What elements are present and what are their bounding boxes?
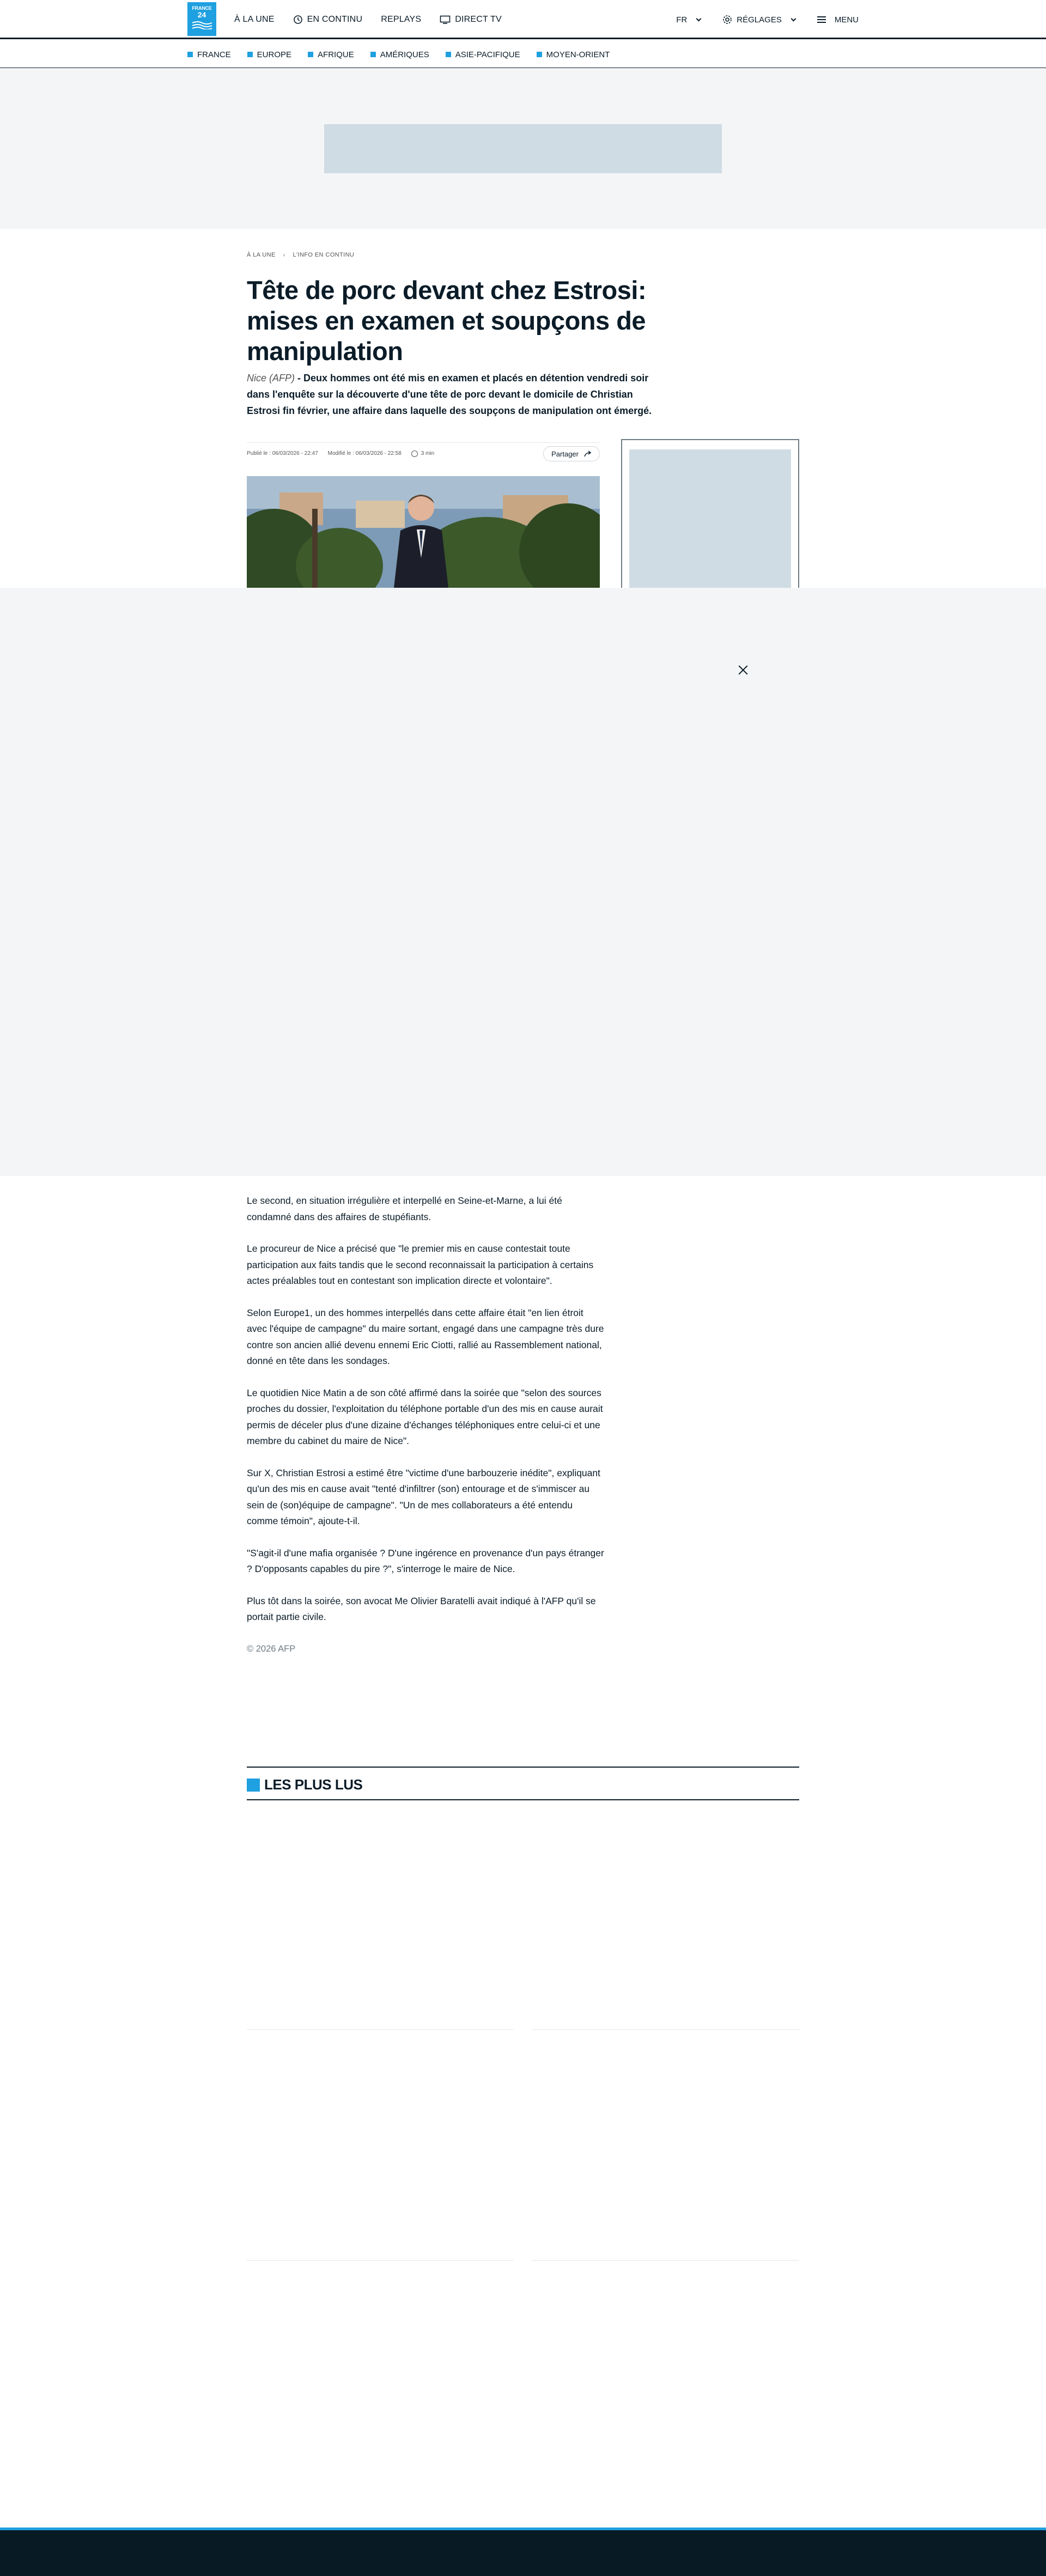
main-nav — [234, 0, 502, 39]
settings-label: RÉGLAGES — [737, 15, 782, 25]
gear-icon — [722, 15, 732, 25]
nav-replays[interactable] — [381, 15, 421, 25]
most-read-title: LES PLUS LUS — [264, 1776, 363, 1793]
menu-label: MENU — [834, 15, 859, 25]
region-label: ASIE-PACIFIQUE — [455, 50, 520, 59]
breadcrumb-separator: › — [283, 252, 285, 258]
sidebar-ad-box — [621, 439, 799, 588]
language-label: FR — [676, 15, 688, 25]
nav-label: EN CONTINU — [307, 15, 363, 24]
nav-a-la-une[interactable] — [234, 15, 275, 25]
article-title: Tête de porc devant chez Estrosi: mises en examen et soupçons de manipulation — [247, 276, 647, 366]
read-time — [411, 450, 434, 457]
language-selector[interactable] — [676, 15, 701, 25]
most-read-card-divider — [247, 2029, 514, 2030]
bullet-icon — [537, 52, 542, 57]
close-icon[interactable] — [737, 664, 749, 676]
lede-text: Deux hommes ont été mis en examen et placés en détention vendredi soir dans l'enquête sur la découverte d'une tête de porc devant le domicile de Christian Estrosi fin février, une affaire dans laquelle des soupçons de manipulation ont émergé. — [247, 373, 652, 416]
logo-number: 24 — [197, 10, 206, 19]
read-time-label: 3 min — [421, 450, 435, 456]
region-label: AFRIQUE — [318, 50, 354, 59]
section-marker-icon — [247, 1779, 260, 1792]
article-meta — [247, 442, 600, 464]
article-paragraph: Selon Europe1, un des hommes interpellés dans cette affaire était "en lien étroit avec l'équipe de campagne" du maire sortant, engagé dans une campagne très dure contre son ancien allié devenu ennemi Eric Ciotti, rallié au Rassemblement national, donné en tête dans les sondages. — [247, 1307, 604, 1366]
region-label: EUROPE — [257, 50, 292, 59]
france24-logo[interactable] — [187, 2, 216, 36]
article-paragraph: Sur X, Christian Estrosi a estimé être "victime d'une barbouzerie inédite", expliquant qu'un des mis en cause avait "tenté d'infiltrer (son) entourage et de s'immiscer au sein de (son)équipe de campagne". "Un de mes collaborateurs a été entendu comme témoin", ajoute-t-il. — [247, 1467, 600, 1526]
article-body — [247, 1193, 604, 1673]
dateline-dash: - — [295, 373, 304, 383]
breadcrumb-home[interactable]: À LA UNE — [247, 252, 276, 258]
logo-top-text: FRANCE — [192, 5, 212, 11]
dateline: Nice (AFP) — [247, 373, 295, 383]
share-button[interactable] — [543, 446, 600, 461]
article-paragraph: Le quotidien Nice Matin a de son côté affirmé dans la soirée que "selon des sources proches du dossier, l'exploitation du téléphone portable d'un des mis en cause aurait permis de déceler plus d'une dizaine d'échanges téléphoniques entre celui-ci et une membre du cabinet du maire de Nice". — [247, 1387, 603, 1446]
bullet-icon — [187, 52, 193, 57]
most-read-card-divider — [532, 2029, 799, 2030]
interstitial-overlay — [0, 588, 1046, 1176]
most-read-card-divider — [247, 2260, 514, 2261]
top-ad-band — [0, 69, 1046, 229]
published-date: Publié le : 06/03/2026 - 22:47 — [247, 450, 318, 456]
chevron-down-icon — [790, 16, 796, 21]
region-moyen-orient[interactable] — [537, 50, 610, 59]
most-read-header — [247, 1767, 799, 1800]
nav-direct-tv[interactable] — [440, 15, 502, 25]
region-europe[interactable] — [247, 50, 291, 59]
share-label: Partager — [551, 449, 579, 458]
region-label: MOYEN-ORIENT — [546, 50, 610, 59]
article-photo[interactable] — [247, 476, 600, 588]
article-paragraph: "S'agit-il d'une mafia organisée ? D'une ingérence en provenance d'un pays étranger ? D'opposants capables du pire ?", s'interroge le maire de Nice. — [247, 1547, 604, 1574]
article-paragraph: Le procureur de Nice a précisé que "le premier mis en cause contestait toute participation aux faits tandis que le second reconnaissait la participation à certains actes préalables tout en contestant son implication directe et volontaire". — [247, 1243, 594, 1286]
breadcrumb-section[interactable]: L'INFO EN CONTINU — [293, 252, 355, 258]
region-label: AMÉRIQUES — [380, 50, 429, 59]
nav-label: REPLAYS — [381, 15, 422, 24]
hamburger-icon — [817, 16, 826, 23]
article-paragraph: Plus tôt dans la soirée, son avocat Me Olivier Baratelli avait indiqué à l'AFP qu'il se portait partie civile. — [247, 1595, 596, 1622]
banner-ad-placeholder[interactable] — [324, 124, 722, 173]
site-header — [0, 0, 1046, 39]
site-footer — [0, 2528, 1046, 2576]
copyright: © 2026 AFP — [247, 1643, 296, 1654]
article-lede — [247, 370, 661, 419]
tv-icon — [440, 15, 451, 24]
bullet-icon — [370, 52, 376, 57]
region-ameriques[interactable] — [370, 50, 429, 59]
region-asie-pacifique[interactable] — [446, 50, 520, 59]
chevron-down-icon — [696, 16, 702, 21]
region-afrique[interactable] — [308, 50, 354, 59]
region-nav — [0, 41, 1046, 68]
logo-waves-icon — [191, 21, 213, 29]
photo-illustration — [247, 476, 600, 588]
nav-en-continu[interactable] — [293, 15, 363, 25]
sidebar-ad-placeholder[interactable] — [629, 449, 791, 589]
region-france[interactable] — [187, 50, 231, 59]
history-icon — [293, 15, 303, 25]
region-label: FRANCE — [197, 50, 231, 59]
clock-icon — [411, 450, 418, 457]
nav-label: DIRECT TV — [455, 15, 502, 24]
settings-button[interactable] — [722, 15, 795, 25]
nav-label: À LA UNE — [234, 15, 275, 24]
modified-date: Modifié le : 06/03/2026 - 22:58 — [327, 450, 402, 456]
bullet-icon — [308, 52, 313, 57]
header-tools — [676, 0, 859, 39]
bullet-icon — [247, 52, 253, 57]
article-paragraph: Le second, en situation irrégulière et interpellé en Seine-et-Marne, a lui été condamné dans des affaires de stupéfiants. — [247, 1195, 562, 1222]
most-read-card-divider — [532, 2260, 799, 2261]
menu-button[interactable] — [817, 15, 859, 25]
bullet-icon — [446, 52, 451, 57]
share-arrow-icon — [584, 450, 592, 457]
breadcrumb — [247, 252, 354, 258]
